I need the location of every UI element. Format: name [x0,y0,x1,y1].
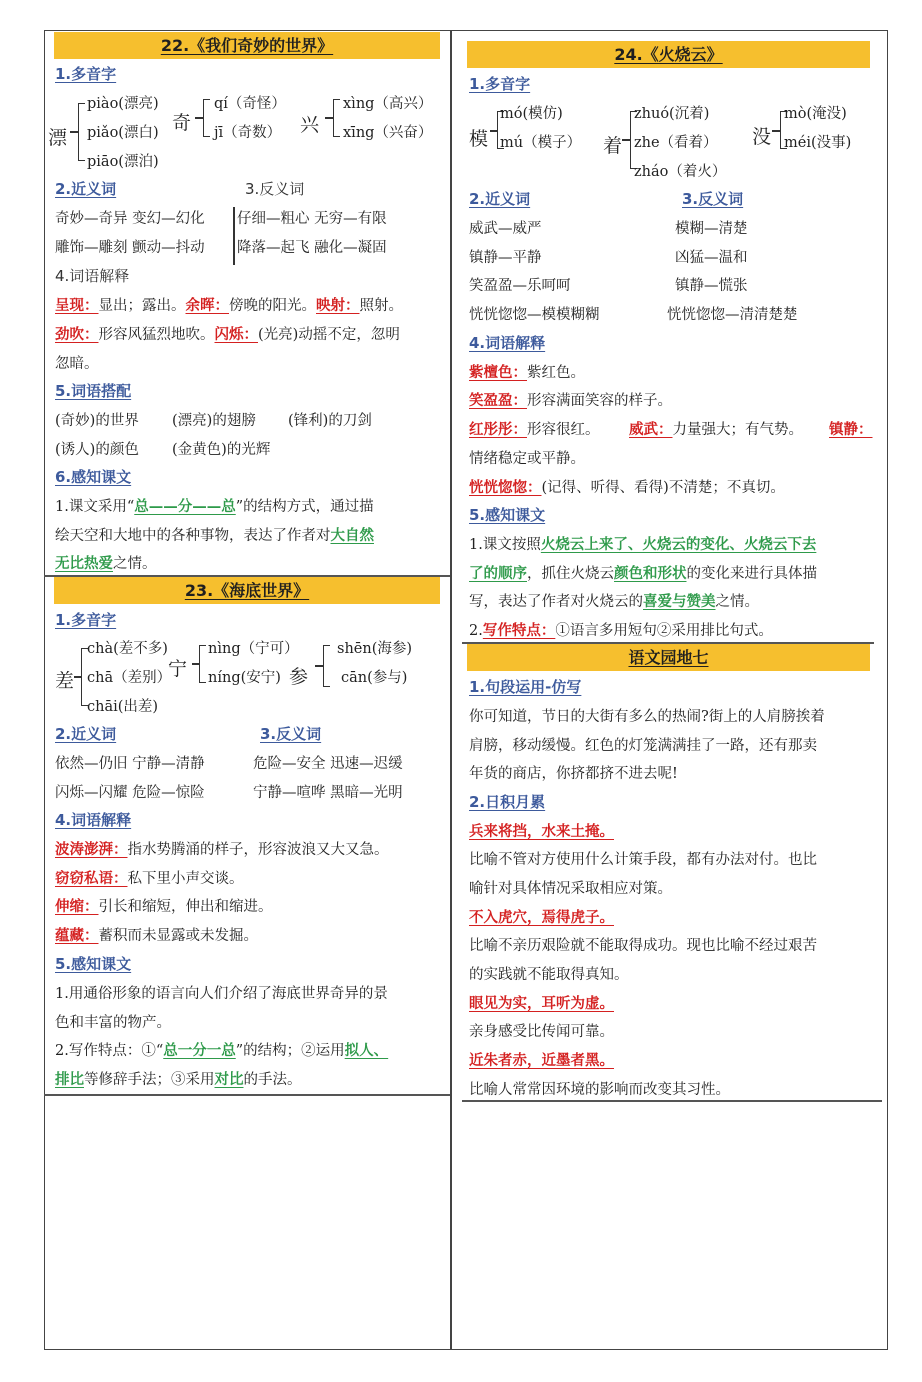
l22-section-synonyms: 2.近义词 [55,180,117,198]
l22-xing-a: xìng（高兴） [343,96,433,112]
r7-idiom-explain: 的实践就不能取得真知。 [469,967,629,983]
l23-brace-tick [315,665,323,667]
l23-brace-ning [199,645,206,683]
r24-mo-a: mó(模仿) [500,106,563,122]
l23-ant-row: 危险—安全 迅速—迟缓 [253,756,403,772]
l22-qi-a: qí（奇怪） [214,96,286,112]
r24-ant: 凶猛—温和 [675,250,748,266]
r24-syn: 镇静—平静 [469,250,542,266]
l22-char-xing: 兴 [300,114,320,136]
l22-syn-row: 奇妙—奇异 变幻—幻化 [55,211,205,227]
r7-idiom-explain: 比喻不管对方使用什么计策手段，都有办法对付。也比 [469,852,817,868]
l22-brace-piao [78,103,85,161]
r7-idiom-explain: 亲身感受比传闻可靠。 [469,1024,614,1040]
l23-section-explain: 4.词语解释 [55,811,132,829]
r7-imitation-line: 年货的商店，你挤都挤不进去呢! [469,766,678,782]
l22-char-qi: 奇 [172,112,192,134]
l23-understand-line: 色和丰富的物产。 [55,1015,171,1031]
l22-syn-row: 雕饰—雕刻 颤动—抖动 [55,240,205,256]
r7-idiom: 兵来将挡，水来土掩。 [469,823,614,840]
r24-mei-b: méi(没事) [784,135,852,151]
l22-section-explain: 4.词语解释 [55,267,130,285]
l23-cha-c: chāi(出差) [87,699,159,715]
r24-syn: 笑盈盈—乐呵呵 [469,278,571,294]
l23-cha-a: chà(差不多) [87,641,168,657]
l22-brace-qi [203,99,210,137]
l23-brace-shen [323,645,330,687]
r24-mo-b: mú（模子） [500,135,582,151]
l22-collocation: (金黄色)的光辉 [172,442,271,458]
l23-char-ning: 宁 [168,658,188,680]
l23-ning-b: níng(安宁) [208,670,281,686]
l22-syn-ant-separator [233,207,235,265]
r7-idiom: 近朱者赤，近墨者黑。 [469,1052,614,1069]
definition: 照射。 [359,298,403,314]
l22-qi-b: jī（奇数） [214,125,282,141]
divider-right-end [462,1100,882,1102]
l22-understand-line: 绘天空和大地中的各种事物，表达了作者对大自然 [55,527,374,544]
l23-section-antonyms: 3.反义词 [260,725,322,743]
l23-explain-line: 伸缩：引长和缩短，伸出和缩进。 [55,898,273,915]
r24-section-antonyms: 3.反义词 [682,190,744,208]
l23-section-synonyms: 2.近义词 [55,725,117,743]
r24-section-polyphonic: 1.多音字 [469,75,531,93]
lesson-24-title: 24.《火烧云》 [467,41,870,68]
l22-section-antonyms: 3.反义词 [245,180,305,198]
r24-ant: 镇静—慌张 [675,278,748,294]
r24-brace-tick [622,139,630,141]
r24-zhao-b: zhe（看着） [634,135,718,151]
l22-char-piao: 漂 [48,127,68,149]
r7-idiom-explain: 比喻不亲历艰险就不能取得成功。现也比喻不经过艰苦 [469,938,817,954]
l23-char-shen: 参 [289,666,309,688]
l23-ant-row: 宁静—喧哗 黑暗—光明 [253,785,403,801]
l22-explain-line [55,294,403,315]
r24-explain-cont: 情绪稳定或平静。 [469,451,585,467]
term: 余晖： [185,297,229,314]
l22-collocation: (奇妙)的世界 [55,413,139,429]
r24-explain-line: 恍恍惚惚：(记得、听得、看得)不清楚；不真切。 [469,479,785,496]
term: 映射： [316,297,360,314]
l22-section-understand: 6.感知课文 [55,468,132,486]
l22-collocation: (锋利)的刀剑 [288,413,372,429]
definition: 形容风猛烈地吹。 [98,327,215,343]
lesson-23-title: 23.《海底世界》 [54,577,440,604]
r24-syn: 恍恍惚惚—模模糊糊 [469,307,600,323]
l22-piao-c: piāo(漂泊) [87,154,159,170]
r7-section-accumulate: 2.日积月累 [469,793,546,811]
r24-explain-line: 紫檀色：紫红色。 [469,364,585,381]
term: 劲吹： [55,326,99,343]
r24-explain-line: 红彤彤：形容很红。 [469,421,600,438]
l22-section-collocation: 5.词语搭配 [55,382,132,400]
r7-section-imitation: 1.句段运用-仿写 [469,678,582,696]
l23-brace-tick [74,676,82,678]
l23-brace-tick [192,663,200,665]
lesson-22-title: 22.《我们奇妙的世界》 [54,32,440,59]
r7-title: 语文园地七 [467,644,870,671]
column-divider [450,30,452,1350]
l23-understand-line: 排比等修辞手法；③采用对比的手法。 [55,1071,302,1088]
r24-ant: 模糊—清楚 [675,221,748,237]
l22-xing-b: xīng（兴奋） [343,125,433,141]
l23-shen-a: shēn(海参) [337,641,413,657]
l23-understand-line: 1.用通俗形象的语言向人们介绍了海底世界奇异的景 [55,986,388,1002]
divider-left-end [44,1094,450,1096]
l22-explain-cont: 忽暗。 [55,356,99,372]
l22-ant-row: 仔细—粗心 无穷—有限 [237,211,387,227]
r24-brace-tick [772,130,780,132]
l23-shen-b: cān(参与) [341,670,408,686]
term: 呈现： [55,297,99,314]
r24-char-mo: 模 [469,128,489,150]
l22-section-polyphonic: 1.多音字 [55,65,117,83]
l22-understand-line: 无比热爱之情。 [55,555,157,572]
r24-understand-line: 了的顺序，抓住火烧云颜色和形状的变化来进行具体描 [469,565,817,582]
l23-explain-line: 窃窃私语：私下里小声交谈。 [55,870,244,887]
l23-syn-row: 依然—仍旧 宁静—清静 [55,756,205,772]
definition: 显出；露出。 [98,298,186,314]
r24-zhao-a: zhuó(沉着) [634,106,710,122]
r7-idiom-explain: 喻针对具体情况采取相应对策。 [469,881,672,897]
r24-understand-line: 1.课文按照火烧云上来了、火烧云的变化、火烧云下去 [469,536,817,553]
l22-explain-line [55,323,400,344]
r24-section-synonyms: 2.近义词 [469,190,531,208]
r24-syn: 威武—威严 [469,221,542,237]
definition: 傍晚的阳光。 [229,298,316,314]
l23-explain-line: 波涛澎湃：指水势腾涌的样子，形容波浪又大又急。 [55,841,389,858]
r7-idiom: 眼见为实，耳听为虚。 [469,995,614,1012]
l22-brace-xing [333,99,340,137]
l22-ant-row: 降落—起飞 融化—凝固 [237,240,387,256]
r24-section-understand: 5.感知课文 [469,506,546,524]
r24-mei-a: mò(淹没) [784,106,847,122]
r24-zhao-c: zháo（着火） [634,164,727,180]
r24-brace-tick [490,130,498,132]
l22-brace-tick [325,117,333,119]
r24-section-explain: 4.词语解释 [469,334,546,352]
l23-char-cha: 差 [55,670,75,692]
r24-ant: 恍恍惚惚—清清楚楚 [667,307,798,323]
l23-ning-a: nìng（宁可） [208,641,299,657]
r24-char-zhao: 着 [603,135,623,157]
r24-explain-line: 威武：力量强大；有气势。 [629,421,803,438]
r24-char-mei: 没 [752,126,772,148]
term: 闪烁： [214,326,258,343]
l23-explain-line: 蕴藏：蓄积而未显露或未发掘。 [55,927,258,944]
r24-understand-line: 2.写作特点：①语言多用短句②采用排比句式。 [469,622,773,639]
l23-cha-b: chā（差别） [87,670,172,686]
l23-section-understand: 5.感知课文 [55,955,132,973]
l22-brace-tick [70,131,78,133]
l22-understand-line: 1.课文采用“总——分——总”的结构方式，通过描 [55,498,374,515]
l23-understand-line: 2.写作特点：①“总一分一总”的结构；②运用拟人、 [55,1042,389,1059]
r7-imitation-line: 肩膀，移动缓慢。红色的灯笼满满挂了一路，还有那卖 [469,738,817,754]
r7-imitation-line: 你可知道，节日的大街有多么的热闹?街上的人肩膀挨着 [469,709,825,725]
r24-explain-term: 镇静： [829,421,873,438]
r24-understand-line: 写，表达了作者对火烧云的喜爱与赞美之情。 [469,593,759,610]
r7-idiom: 不入虎穴，焉得虎子。 [469,909,614,926]
l22-collocation: (漂亮)的翅膀 [172,413,256,429]
r7-idiom-explain: 比喻人常常因环境的影响而改变其习性。 [469,1082,730,1098]
r24-explain-line: 笑盈盈：形容满面笑容的样子。 [469,392,672,409]
l22-collocation: (诱人)的颜色 [55,442,139,458]
l23-section-polyphonic: 1.多音字 [55,611,117,629]
l22-brace-tick [195,117,203,119]
l22-piao-a: piào(漂亮) [87,96,159,112]
page-frame [44,30,888,1350]
definition: (光亮)动摇不定，忽明 [258,327,400,343]
l22-piao-b: piǎo(漂白) [87,125,159,141]
l23-syn-row: 闪烁—闪耀 危险—惊险 [55,785,205,801]
